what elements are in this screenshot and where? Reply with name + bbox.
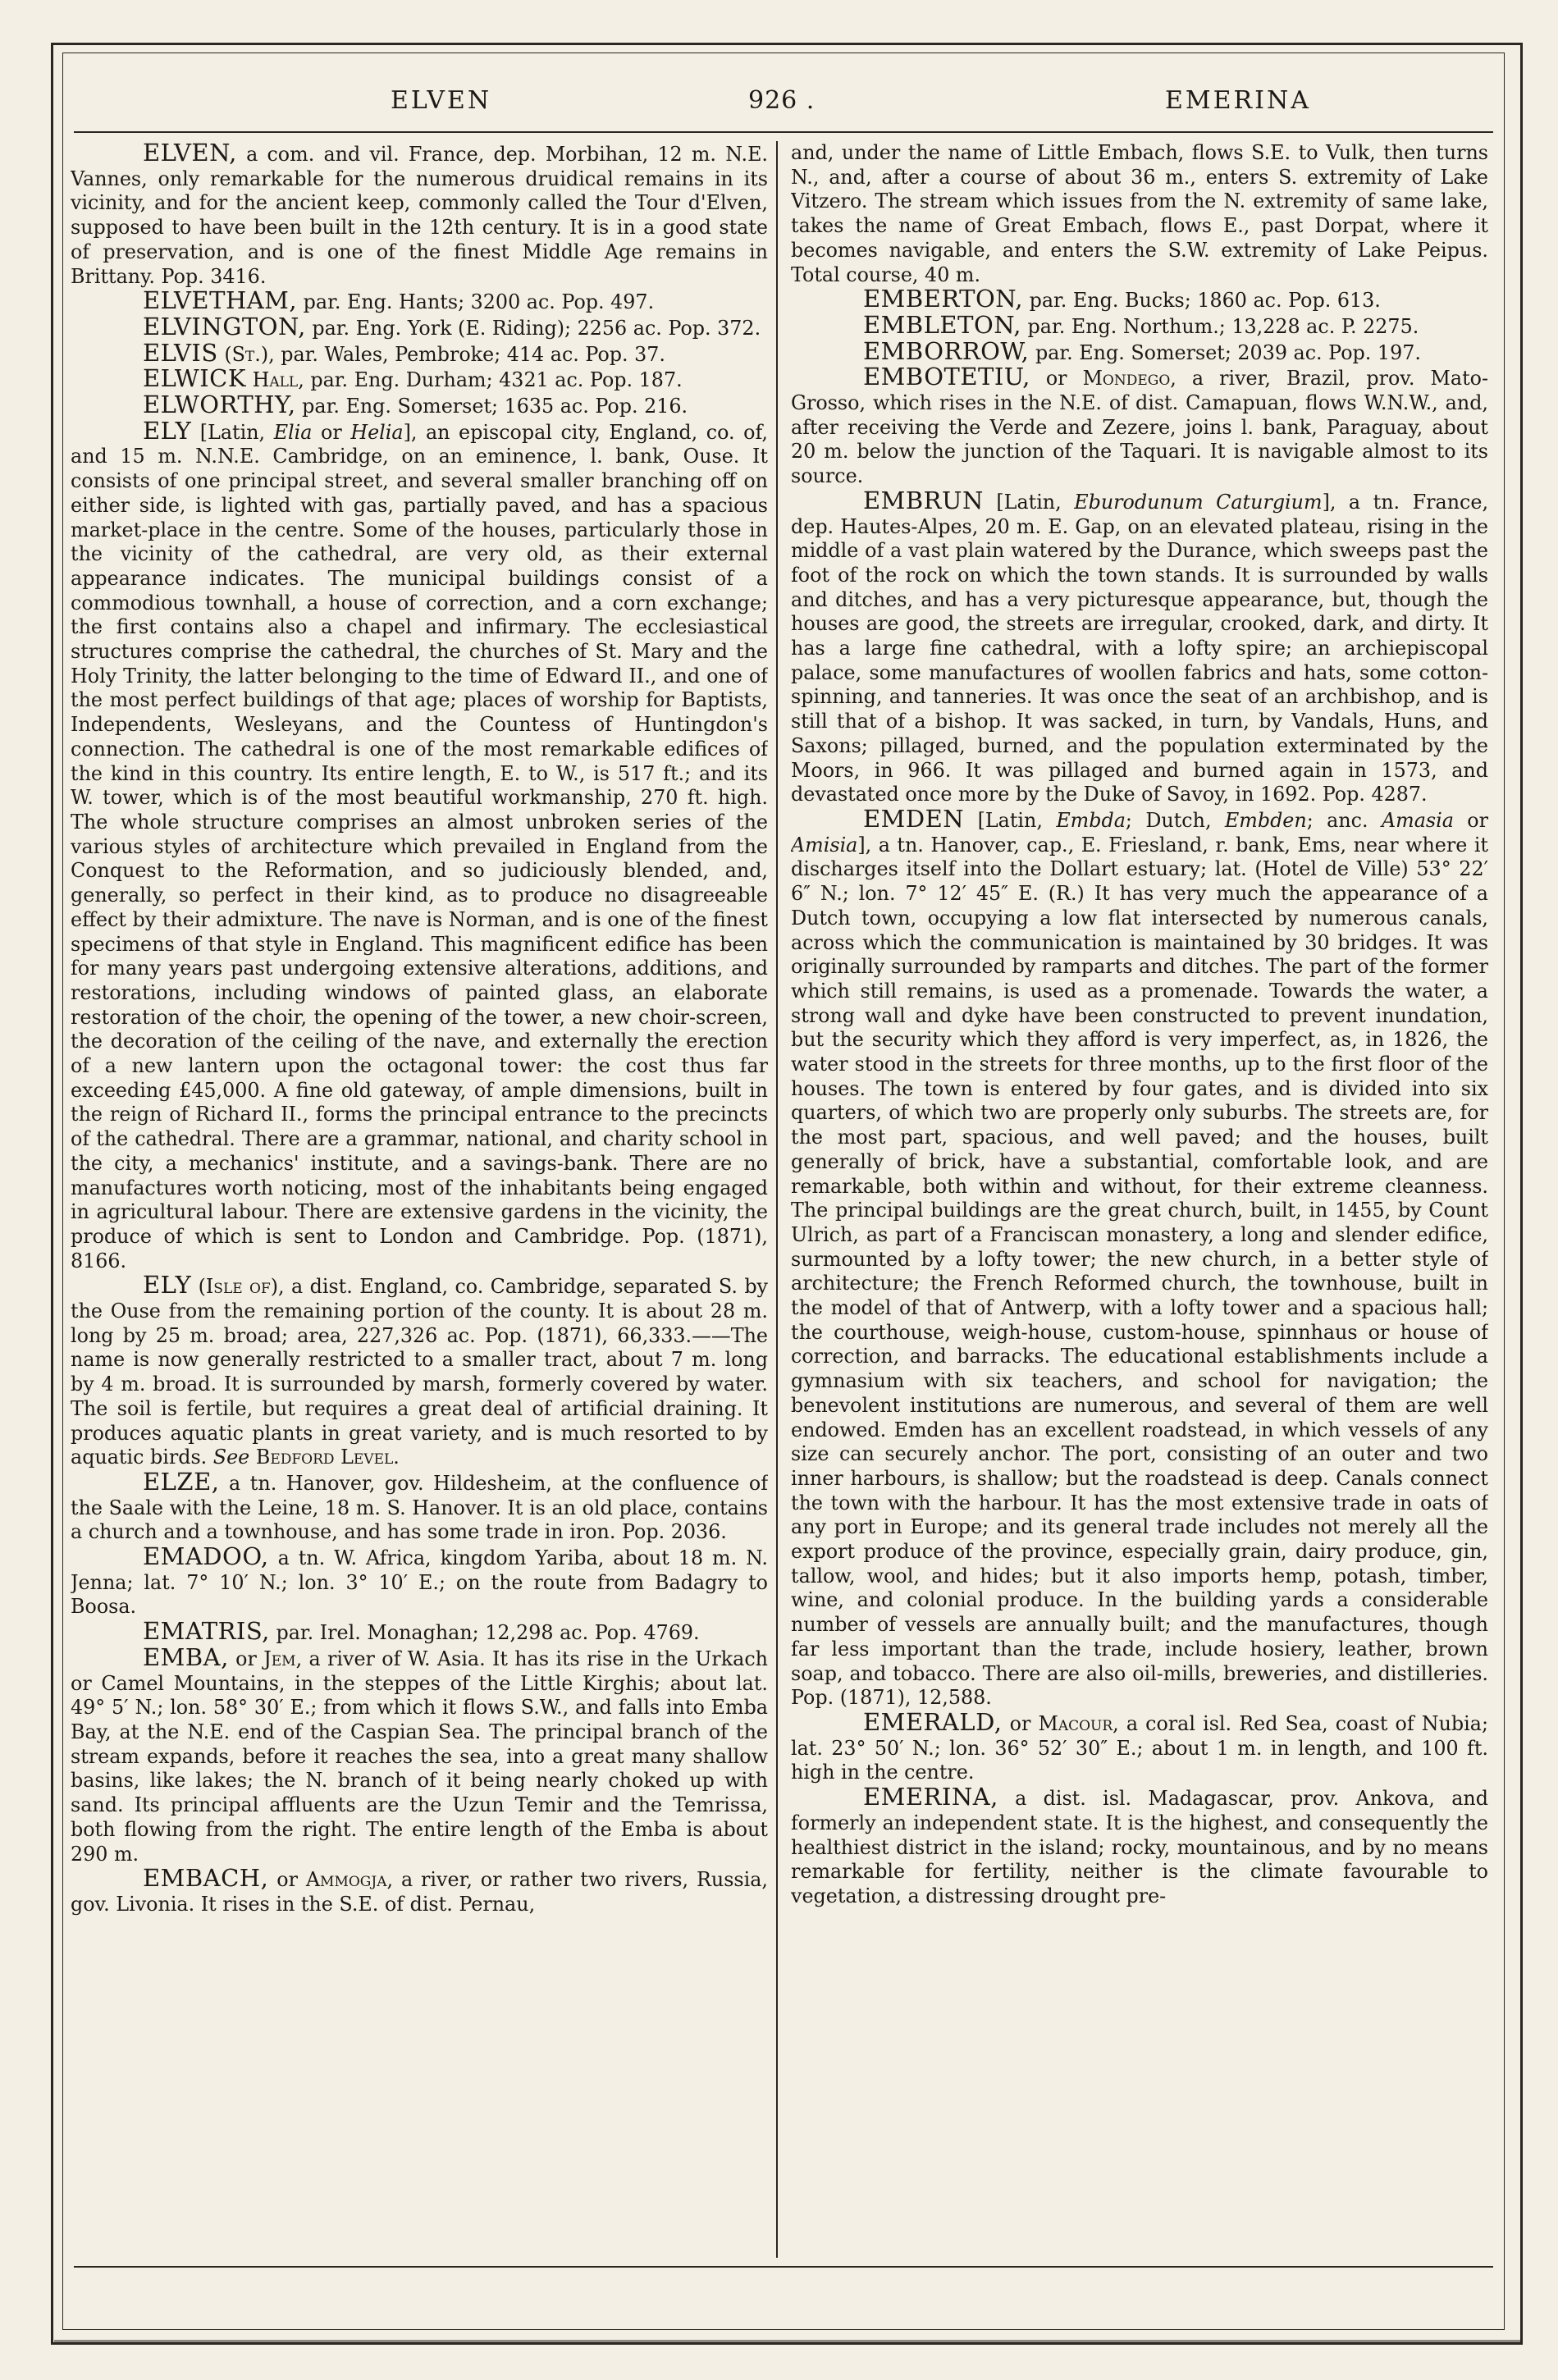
left-column [71,141,768,2264]
entry-body: a dist. isl. Madagascar, prov. Ankova, and formerly an independent state. It is the highest, and consequently the healthiest district in the island; rocky, mountainous, and by no means remarkable for fertility, neither is the climate favourable to vegetation, a distressing drought pre- [791,1787,1488,1907]
entry-prefix: [Latin, [191,420,274,444]
gazetteer-entry [71,141,768,289]
entry-italic-2: Helia [350,420,404,444]
entry-prefix: or [228,1647,264,1670]
entry-prefix: or [268,1868,306,1892]
entry-italic-1: Embda [1056,808,1126,832]
entry-headword: ELY [143,416,192,445]
gazetteer-entry [71,364,768,393]
entry-small-caps: (St.), [217,342,275,366]
gazetteer-entry [71,1866,768,1916]
entry-headword: EMDEN [863,804,965,833]
gazetteer-entry [791,804,1488,1711]
entry-mid-2: ; anc. [1306,808,1382,832]
gazetteer-entry [71,393,768,419]
gazetteer-entry [791,1708,1488,1785]
gazetteer-entry [71,312,768,341]
entry-body: a tn. Hanover, gov. Hildesheim, at the confluence of the Saale with the Leine, 18 m. S. Hanover. It is an old place, contains a church and a townhouse, and has some trade in iron. Pop. 2036. [71,1471,768,1544]
entry-body: par. Eng. Northum.; 13,228 ac. P. 2275. [1021,314,1419,338]
entry-small-caps: Ammogja, [305,1868,394,1892]
entry-mid-3: or [1453,808,1488,832]
entry-see-target: Bedford Level. [249,1446,400,1469]
entry-body: par. Eng. Hants; 3200 ac. Pop. 497. [297,290,655,314]
gazetteer-entry [71,1467,768,1545]
entry-headword: EMBLETON, [863,310,1021,339]
footer-rule [74,2266,1493,2268]
entry-prefix: or [1030,367,1083,391]
entry-italic-1: Eburodunum Caturgium [1074,490,1323,514]
gazetteer-entry [791,1785,1488,1909]
header-rule [74,131,1493,133]
entry-headword: EMBRUN [863,486,984,514]
gazetteer-entry [791,141,1488,287]
gazetteer-entry [791,336,1488,366]
entry-body: a river, or rather two rivers, Russia, gov. Livonia. It rises in the S.E. of dist. Pernau, [71,1868,768,1916]
entry-small-caps: Macour, [1038,1712,1119,1735]
entry-prefix: [Latin, [983,490,1075,514]
entry-body: and, under the name of Little Embach, flows S.E. to Vulk, then turns N., and, after a course of about 36 m., enters S. extremity of Lake Vitzero. The stream which issues from the N. extremity of same lake, takes the name of Great Embach, flows E., past Dorpat, where it becomes navigable, and enters the S.W. extremity of Lake Peipus. Total course, 40 m. [791,141,1488,286]
entry-headword: ELWICK [143,364,247,393]
gazetteer-entry [71,1542,768,1619]
entry-body: a coral isl. Red Sea, coast of Nubia; lat. 23° 50′ N.; lon. 36° 52′ 30″ E.; about 1 m. in length, and 100 ft. high in the centre. [791,1712,1488,1784]
entry-italic-1: Elia [273,420,313,444]
entry-headword: ELWORTHY, [143,391,296,419]
entry-prefix: [Latin, [964,808,1057,832]
gazetteer-entry [71,338,768,368]
entry-body: par. Eng. York (E. Riding); 2256 ac. Pop. 372. [305,316,761,340]
entry-headword: EMBERTON, [863,285,1024,313]
entry-body: par. Eng. Bucks; 1860 ac. Pop. 613. [1023,289,1381,313]
entry-italic-3: Amasia [1381,808,1454,832]
entry-headword: ELVIS [143,338,218,367]
entry-small-caps: Jem, [263,1647,303,1670]
page-number: 926 . [748,86,816,115]
entry-headword: ELVETHAM, [143,286,298,315]
entry-headword: EMBOTETIU, [863,363,1030,391]
entry-body: a dist. England, co. Cambridge, separated S. by the Ouse from the remaining portion of the county. It is about 28 m. long by 25 m. broad; area, 227,326 ac. Pop. (1871), 66,333.——The name is now generally restricted to a smaller tract, about 7 m. long by 4 m. broad. It is surrounded by marsh, formerly covered by water. The soil is fertile, but requires a great deal of artificial draining. It produces aquatic plants in great variety, and is much resorted to by aquatic birds. [71,1275,768,1469]
entry-prefix: or [1002,1712,1039,1735]
right-column [791,141,1488,2264]
entry-body: a com. and vil. France, dep. Morbihan, 12 m. N.E. Vannes, only remarkable for the numerous druidical remains in its vicinity, and for the ancient keep, commonly called the Tour d'Elven, supposed to have been built in the 12th century. It is in a good state of preservation, and is one of the finest Middle Age remains in Brittany. Pop. 3416. [71,143,768,288]
entry-body: a river of W. Asia. It has its rise in the Urkach or Camel Mountains, in the steppes of the Little Kirghis; about lat. 49° 5′ N.; lon. 58° 30′ E.; from which it flows S.W., and falls into Emba Bay, at the N.E. end of the Caspian Sea. The principal branch of the stream expands, before it reaches the sea, into a great many shallow basins, like lakes; the N. branch of it being nearly choked up with sand. Its principal affluents are the Uzun Temir and the Temrissa, both flowing from the right. The entire length of the Emba is about 290 m. [71,1647,768,1866]
entry-body: ], an episcopal city, England, co. of, and 15 m. N.N.E. Cambridge, on an eminence, l. bank, Ouse. It consists of one principal street, and several smaller branching off on either side, is lighted with gas, partially paved, and has a spacious market-place in the centre. Some of the houses, particularly those in the vicinity of the cathedral, are very old, as their external appearance indicates. The municipal buildings consist of a commodious townhall, a house of correction, and a corn exchange; the first contains also a chapel and infirmary. The ecclesiastical structures comprise the cathedral, the churches of St. Mary and the Holy Trinity, the latter belonging to the time of Edward II., and one of the most perfect buildings of that age; places of worship for Baptists, Independents, Wesleyans, and the Countess of Huntingdon's connection. The cathedral is one of the most remarkable edifices of the kind in this country. Its entire length, E. to W., is 517 ft.; and its W. tower, which is of the most beautiful workmanship, 270 ft. high. The whole structure comprises an almost unbroken series of the various styles of architecture which prevailed in England from the Conquest to the Reformation, and so judiciously blended, and, generally, so perfect in their kind, as to produce no disagreeable effect by their admixture. The nave is Norman, and is one of the finest specimens of that style in England. This magnificent edifice has been for many years past undergoing extensive alterations, additions, and restorations, including windows of painted glass, an elaborate restoration of the choir, the opening of the tower, a new choir-screen, the decoration of the ceiling of the nave, and externally the erection of a new lantern upon the octagonal tower: the cost thus far exceeding £45,000. A fine old gateway, of ample dimensions, built in the reign of Richard II., forms the principal entrance to the precincts of the cathedral. There are a grammar, national, and charity school in the city, a mechanics' institute, and a savings-bank. There are no manufactures worth noticing, most of the inhabitants being engaged in agricultural labour. There are extensive gardens in the vicinity, the produce of which is sent to London and Cambridge. Pop. (1871), 8166. [71,420,768,1272]
entry-headword: EMERINA, [863,1783,998,1811]
entry-small-caps: Hall, [246,368,304,392]
gazetteer-entry [71,416,768,1274]
entry-italic-2: Embden [1224,808,1307,832]
gazetteer-entry [791,365,1488,489]
entry-body: a river, Brazil, prov. Mato-Grosso, which rises in the N.E. of dist. Camapuan, flows W.N.W., and, after receiving the Verde and Zezere, joins l. bank, Paraguay, about 20 m. below the junction of the Taquari. It is navigable almost to its source. [791,367,1488,488]
entry-headword: EMADOO, [143,1542,269,1571]
entry-body: a tn. W. Africa, kingdom Yariba, about 18 m. N. Jenna; lat. 7° 10′ N.; lon. 3° 10′ E.; on the route from Badagry to Boosa. [71,1546,768,1619]
gazetteer-entry [791,486,1488,807]
entry-mid-1: or [312,420,351,444]
entry-headword: EMBACH, [143,1864,269,1893]
entry-see-ref: See [207,1446,250,1469]
header-left-word: ELVEN [391,86,492,115]
gazetteer-entry [71,1619,768,1646]
entry-headword: EMBA, [143,1642,229,1671]
entry-body: par. Wales, Pembroke; 414 ac. Pop. 37. [274,342,665,366]
entry-headword: EMBORROW, [863,336,1030,365]
gazetteer-entry [791,310,1488,340]
gazetteer-entry [71,1273,768,1470]
entry-headword: ELVINGTON, [143,312,306,340]
entry-body: ], a tn. Hanover, cap., E. Friesland, r. bank, Ems, near where it discharges itself into the Dollart estuary; lat. (Hotel de Ville) 53° 22′ 6″ N.; lon. 7° 12′ 45″ E. (R.) It has very much the appearance of a Dutch town, occupying a low flat intersected by numerous canals, across which the communication is maintained by 30 bridges. It was originally surrounded by ramparts and ditches. The part of the former which still remains, is used as a promenade. Towards the water, a strong wall and dyke have been constructed to prevent inundation, but the security which they afford is very imperfect, as, in 1826, the water stood in the streets for three months, up to the first floor of the houses. The town is entered by four gates, and is divided into six quarters, of which two are properly only suburbs. The streets are, for the most part, spacious, and well paved; and the houses, built generally of brick, have a substantial, comfortable look, and are remarkable, both within and without, for their extreme cleanness. The principal buildings are the great church, built, in 1455, by Count Ulrich, as part of a Franciscan monastery, a long and slender edifice, surmounted by a lofty tower; the new church, in a better style of architecture; the French Reformed church, the townhouse, built in the model of that of Antwerp, with a lofty tower and a spacious hall; the courthouse, weigh-house, custom-house, spinnhaus or house of correction, and barracks. The educational establishments include a gymnasium with six teachers, and school for navigation; the benevolent institutions are numerous, and several of them are well endowed. Emden has an excellent roadstead, in which vessels of any size can securely anchor. The port, consisting of an outer and two inner harbours, is shallow; but the roadstead is deep. Canals connect the town with the harbour. It has the most extensive trade in oats of any port in Europe; and its general trade includes not merely all the export produce of the province, especially grain, dairy produce, gin, tallow, wool, and hides; but it also imports hemp, potash, timber, wine, and colonial produce. In the building yards a considerable number of vessels are annually built; and the manufactures, though far less important than the trade, include hosiery, leather, brown soap, and tobacco. There are also oil-mills, breweries, and distilleries. Pop. (1871), 12,588. [791,833,1488,1710]
column-divider [776,141,778,2258]
gazetteer-entry [71,286,768,315]
entry-body: par. Eng. Durham; 4321 ac. Pop. 187. [304,368,683,392]
entry-headword: EMERALD, [863,1708,1003,1736]
entry-small-caps: Mondego, [1082,367,1176,391]
running-header [74,86,1493,127]
entry-italic-4: Amisia [791,833,858,857]
gazetteer-entry [71,1642,768,1866]
page-frame-shadow [54,2340,1523,2343]
entry-body: par. Eng. Somerset; 1635 ac. Pop. 216. [295,395,688,418]
header-right-word: EMERINA [1165,86,1311,115]
entry-headword: EMATRIS, [143,1617,270,1646]
entry-headword: ELVEN, [143,141,237,167]
entry-body: par. Irel. Monaghan; 12,298 ac. Pop. 4769. [269,1621,700,1645]
gazetteer-entry [791,287,1488,313]
entry-headword: ELY [143,1271,192,1300]
entry-body: ], a tn. France, dep. Hautes-Alpes, 20 m. E. Gap, on an elevated plateau, rising in the middle of a vast plain watered by the Durance, which sweeps past the foot of the rock on which the town stands. It is surrounded by walls and ditches, and has a very picturesque appearance, but, though the houses are good, the streets are irregular, crooked, dark, and dirty. It has a large fine cathedral, with a lofty spire; an archiepiscopal palace, some manufactures of woollen fabrics and hats, some cotton-spinning, and tanneries. It was once the seat of an archbishop, and is still that of a bishop. It was sacked, in turn, by Vandals, Huns, and Saxons; pillaged, burned, and the population exterminated by the Moors, in 966. It was pillaged and burned again in 1573, and devastated once more by the Duke of Savoy, in 1692. Pop. 4287. [791,490,1488,806]
entry-mid-1: ; Dutch, [1125,808,1225,832]
entry-small-caps: (Isle of), [191,1275,285,1299]
entry-headword: ELZE, [143,1467,220,1496]
entry-body: par. Eng. Somerset; 2039 ac. Pop. 197. [1029,340,1421,364]
